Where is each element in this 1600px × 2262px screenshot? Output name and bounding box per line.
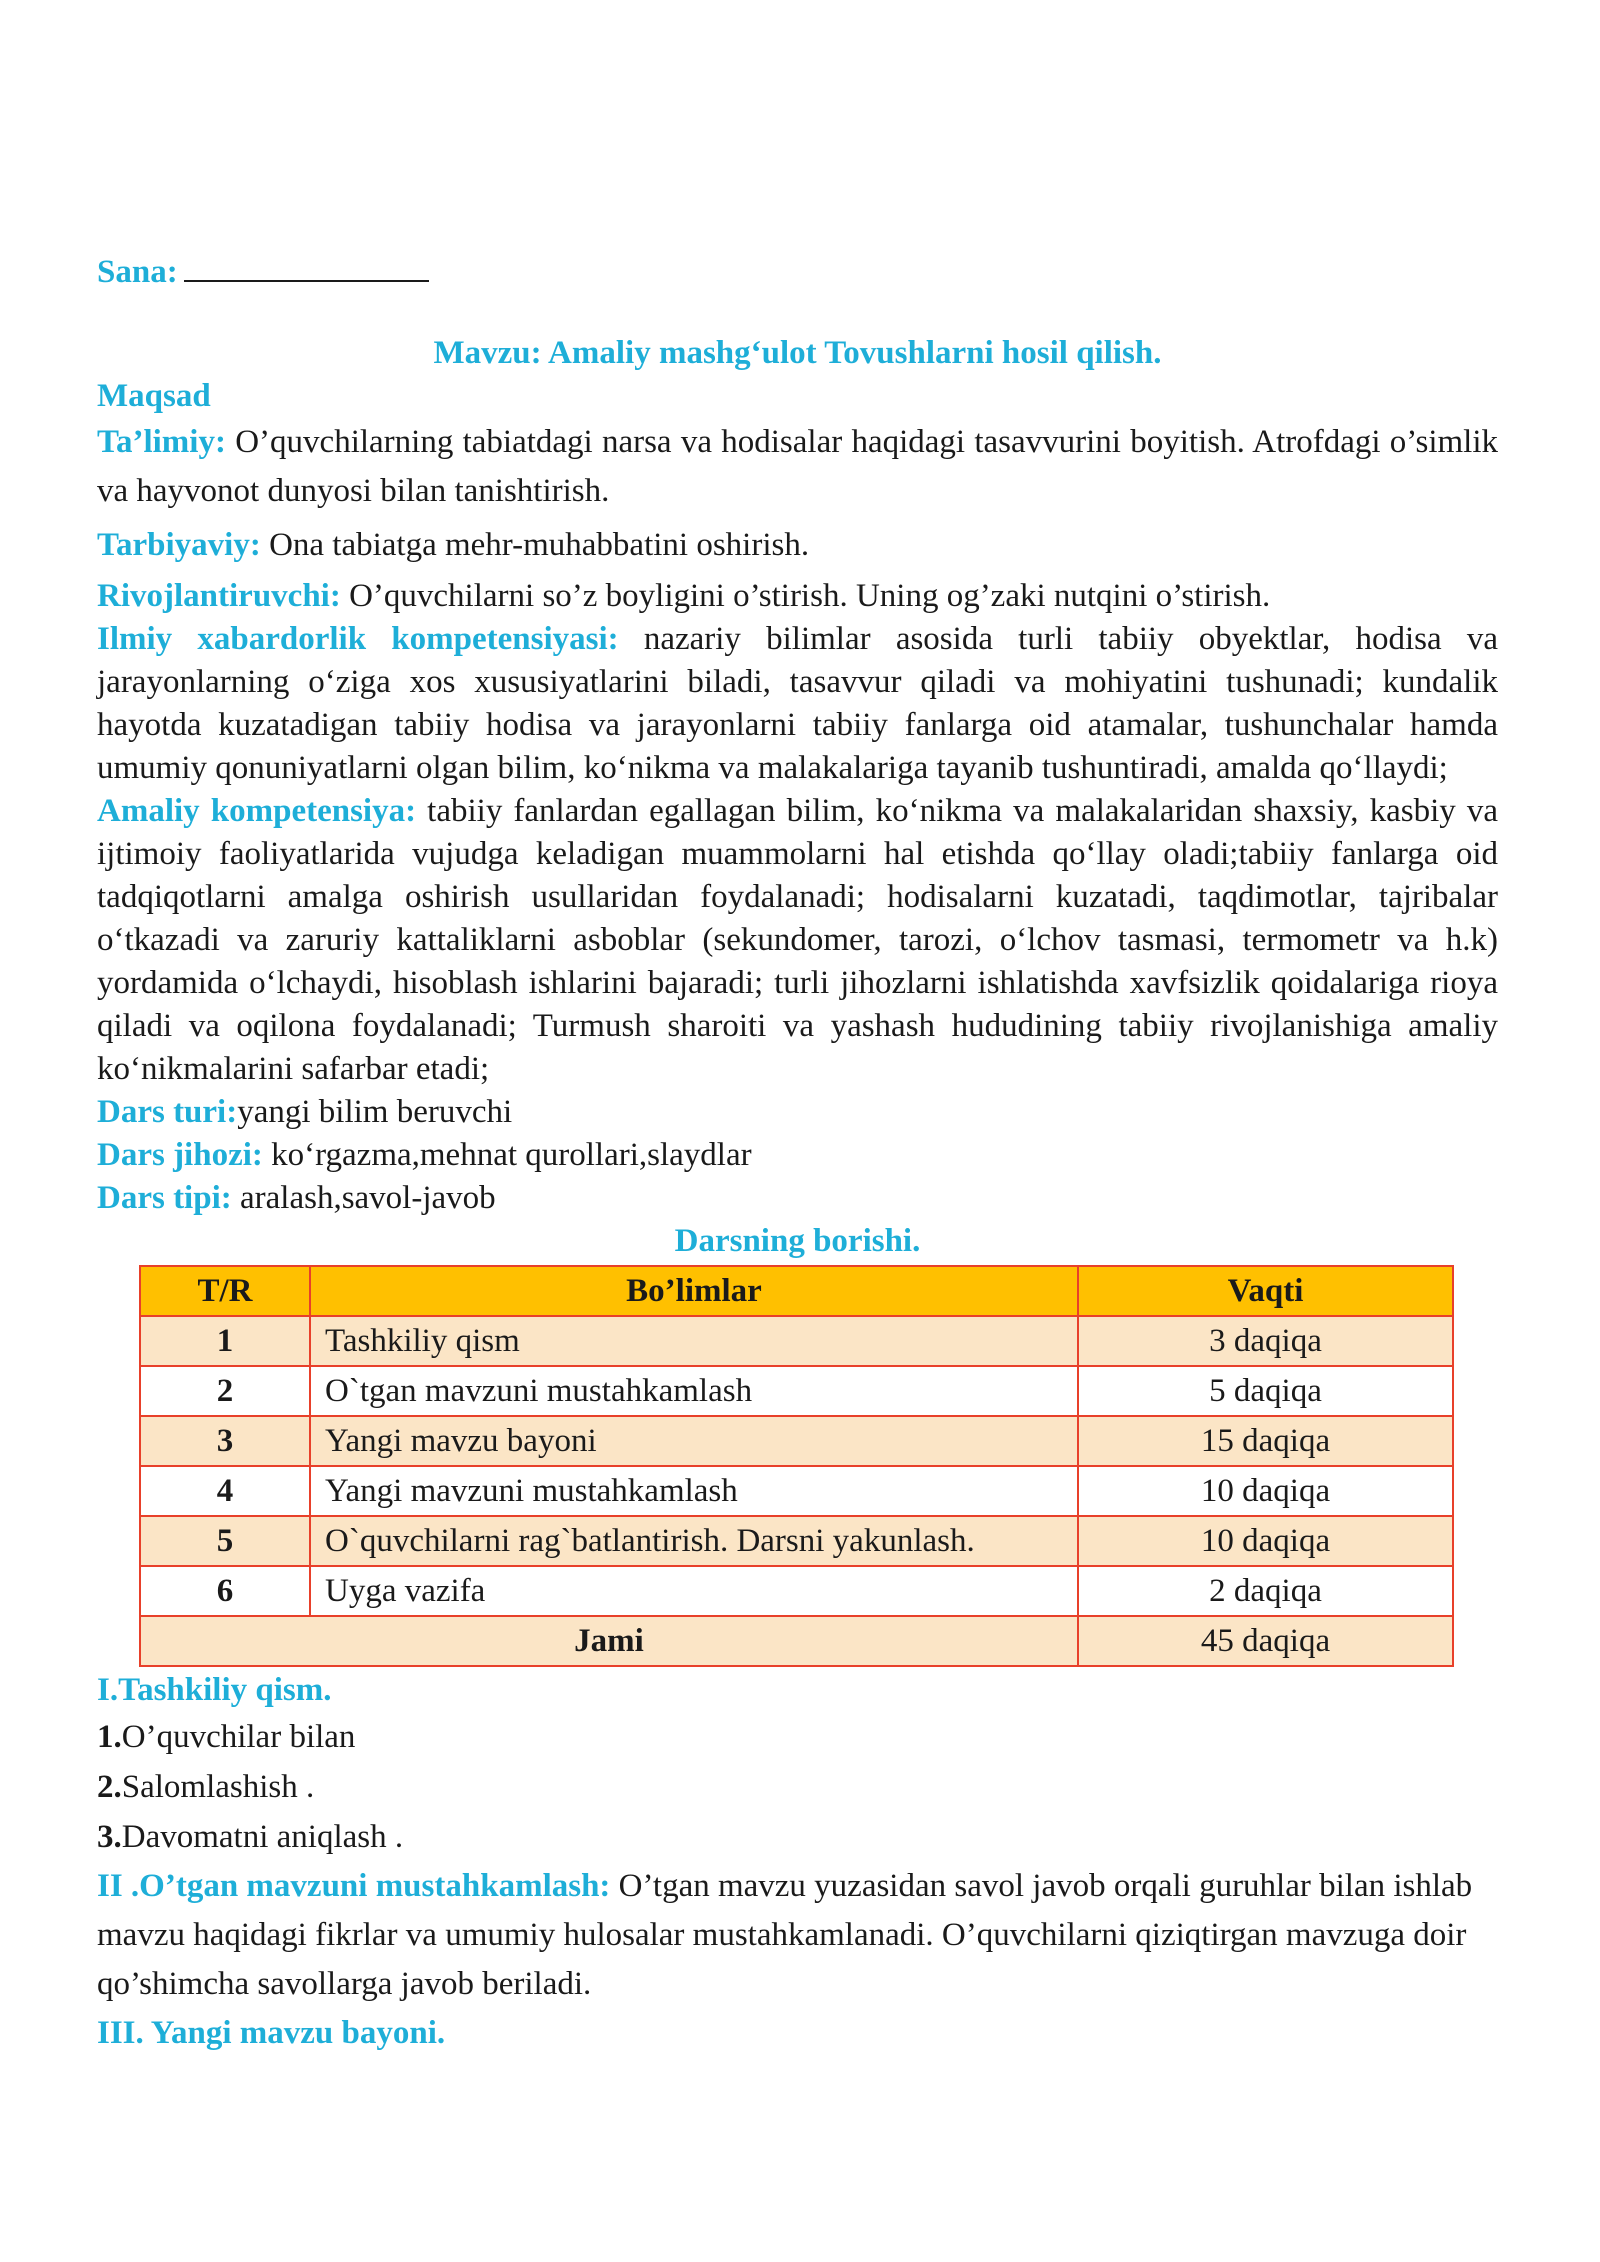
date-label: Sana: — [97, 254, 178, 290]
table-row — [140, 1566, 1453, 1616]
list-item — [97, 1762, 1498, 1812]
table-row — [140, 1416, 1453, 1466]
ilmiy-label: Ilmiy xabardorlik kompetensiyasi: — [97, 621, 619, 657]
amaliy-paragraph — [97, 790, 1498, 1091]
column-header-number: T/R — [140, 1266, 310, 1316]
amaliy-text: tabiiy fanlardan egallagan bilim, ko‘nikma va malakalaridan shaxsiy, kasbiy va ijtimoiy faoliyatlarida vujudga keladigan muammolarni hal etishda qo‘llay oladi;tabiiy fanlarga oid tadqiqotlarni amalga oshirish usullaridan foydalanadi; hodisalarni kuzatadi, taqdimotlar, tajribalar o‘tkazadi va zaruriy kattaliklarni asboblar (sekundomer, tarozi, o‘lchov tasmasi, termometr va h.k) yordamida o‘lchaydi, hisoblash ishlarini bajaradi; turli jihozlarni ishlatishda xavfsizlik qoidalariga rioya qiladi va oqilona foydalanadi; Turmush sharoiti va yashash hududining tabiiy rivojlanishiga amaliy ko‘nikmalarini safarbar etadi; — [97, 793, 1498, 1087]
lesson-title: Mavzu: Amaliy mashg‘ulot Tovushlarni hosil qilish. — [433, 335, 1162, 371]
section2-heading: II .O’tgan mavzuni mustahkamlash: — [97, 1868, 611, 1904]
row-section: Tashkiliy qism — [310, 1316, 1078, 1366]
table-row — [140, 1516, 1453, 1566]
dars-turi-label: Dars turi: — [97, 1094, 238, 1130]
date-line — [97, 250, 1498, 294]
row-section: O`quvchilarni rag`batlantirish. Darsni yakunlash. — [310, 1516, 1078, 1566]
row-number: 3 — [140, 1416, 310, 1466]
rivojlantiruvchi-text: O’quvchilarni so’z boyligini o’stirish. Uning og’zaki nutqini o’stirish. — [340, 578, 1271, 614]
rivojlantiruvchi-paragraph — [97, 575, 1498, 618]
row-number: 5 — [140, 1516, 310, 1566]
row-time: 15 daqiqa — [1078, 1416, 1453, 1466]
tarbiyaviy-paragraph — [97, 524, 1498, 567]
talimiy-label: Ta’limiy: — [97, 424, 226, 460]
goals-heading: Maqsad — [97, 378, 211, 414]
table-header-row — [140, 1266, 1453, 1316]
list-item — [97, 1812, 1498, 1862]
column-header-section: Bo’limlar — [310, 1266, 1078, 1316]
row-section: Yangi mavzu bayoni — [310, 1416, 1078, 1466]
dars-jihozi-line — [97, 1134, 1498, 1177]
dars-turi-text: yangi bilim beruvchi — [237, 1094, 513, 1130]
column-header-time: Vaqti — [1078, 1266, 1453, 1316]
talimiy-paragraph — [97, 418, 1498, 516]
lesson-plan-table — [139, 1265, 1454, 1667]
tarbiyaviy-text: Ona tabiatga mehr-muhabbatini oshirish. — [260, 527, 810, 563]
ilmiy-text: nazariy bilimlar asosida turli tabiiy obyektlar, hodisa va jarayonlarning o‘ziga xos xususiyatlarini biladi, tasavvur qiladi va mohiyatini tushunadi; kundalik hayotda kuzatadigan tabiiy hodisa va jarayonlarni tabiiy fanlarga oid atamalar, tushunchalar hamda umumiy qonuniyatlarni olgan bilim, ko‘nikma va malakalariga tayanib tushuntiradi, amalda qo‘llaydi; — [97, 621, 1498, 786]
section1-heading: I.Tashkiliy qism. — [97, 1672, 332, 1708]
table-row — [140, 1466, 1453, 1516]
table-row — [140, 1316, 1453, 1366]
talimiy-text: O’quvchilarning tabiatdagi narsa va hodisalar haqidagi tasavvurini boyitish. Atrofdagi o’simlik va hayvonot dunyosi bilan tanishtirish. — [97, 424, 1498, 509]
dars-jihozi-text: ko‘rgazma,mehnat qurollari,slaydlar — [262, 1137, 752, 1173]
row-time: 10 daqiqa — [1078, 1466, 1453, 1516]
row-section: O`tgan mavzuni mustahkamlash — [310, 1366, 1078, 1416]
list-item-number: 1. — [97, 1719, 122, 1755]
row-number: 4 — [140, 1466, 310, 1516]
total-time: 45 daqiqa — [1078, 1616, 1453, 1666]
list-item-text: Salomlashish . — [121, 1769, 315, 1805]
ilmiy-paragraph — [97, 618, 1498, 790]
dars-tipi-text: aralash,savol-javob — [231, 1180, 496, 1216]
dars-tipi-line — [97, 1177, 1498, 1220]
section1-list — [97, 1712, 1498, 1862]
date-blank — [184, 250, 429, 282]
rivojlantiruvchi-label: Rivojlantiruvchi: — [97, 578, 341, 614]
list-item — [97, 1712, 1498, 1762]
plan-heading: Darsning borishi. — [674, 1223, 921, 1259]
tarbiyaviy-label: Tarbiyaviy: — [97, 527, 261, 563]
dars-turi-line — [97, 1091, 1498, 1134]
row-time: 10 daqiqa — [1078, 1516, 1453, 1566]
section2-paragraph — [97, 1862, 1498, 2009]
row-number: 1 — [140, 1316, 310, 1366]
table-total-row — [140, 1616, 1453, 1666]
dars-tipi-label: Dars tipi: — [97, 1180, 232, 1216]
section2-text: O’tgan mavzu yuzasidan savol javob orqali guruhlar bilan ishlab mavzu haqidagi fikrlar va umumiy hulosalar mustahkamlanadi. O’quvchilarni qiziqtirgan mavzuga doir qo’shimcha savollarga javob beriladi. — [97, 1868, 1473, 2002]
row-number: 2 — [140, 1366, 310, 1416]
section3-heading: III. Yangi mavzu bayoni. — [97, 2015, 446, 2051]
dars-jihozi-label: Dars jihozi: — [97, 1137, 263, 1173]
list-item-text: O’quvchilar bilan — [121, 1719, 356, 1755]
row-time: 3 daqiqa — [1078, 1316, 1453, 1366]
table-row — [140, 1366, 1453, 1416]
total-label: Jami — [140, 1616, 1078, 1666]
list-item-number: 2. — [97, 1769, 122, 1805]
row-time: 5 daqiqa — [1078, 1366, 1453, 1416]
list-item-text: Davomatni aniqlash . — [121, 1819, 404, 1855]
amaliy-label: Amaliy kompetensiya: — [97, 793, 417, 829]
row-section: Uyga vazifa — [310, 1566, 1078, 1616]
row-section: Yangi mavzuni mustahkamlash — [310, 1466, 1078, 1516]
row-number: 6 — [140, 1566, 310, 1616]
row-time: 2 daqiqa — [1078, 1566, 1453, 1616]
list-item-number: 3. — [97, 1819, 122, 1855]
